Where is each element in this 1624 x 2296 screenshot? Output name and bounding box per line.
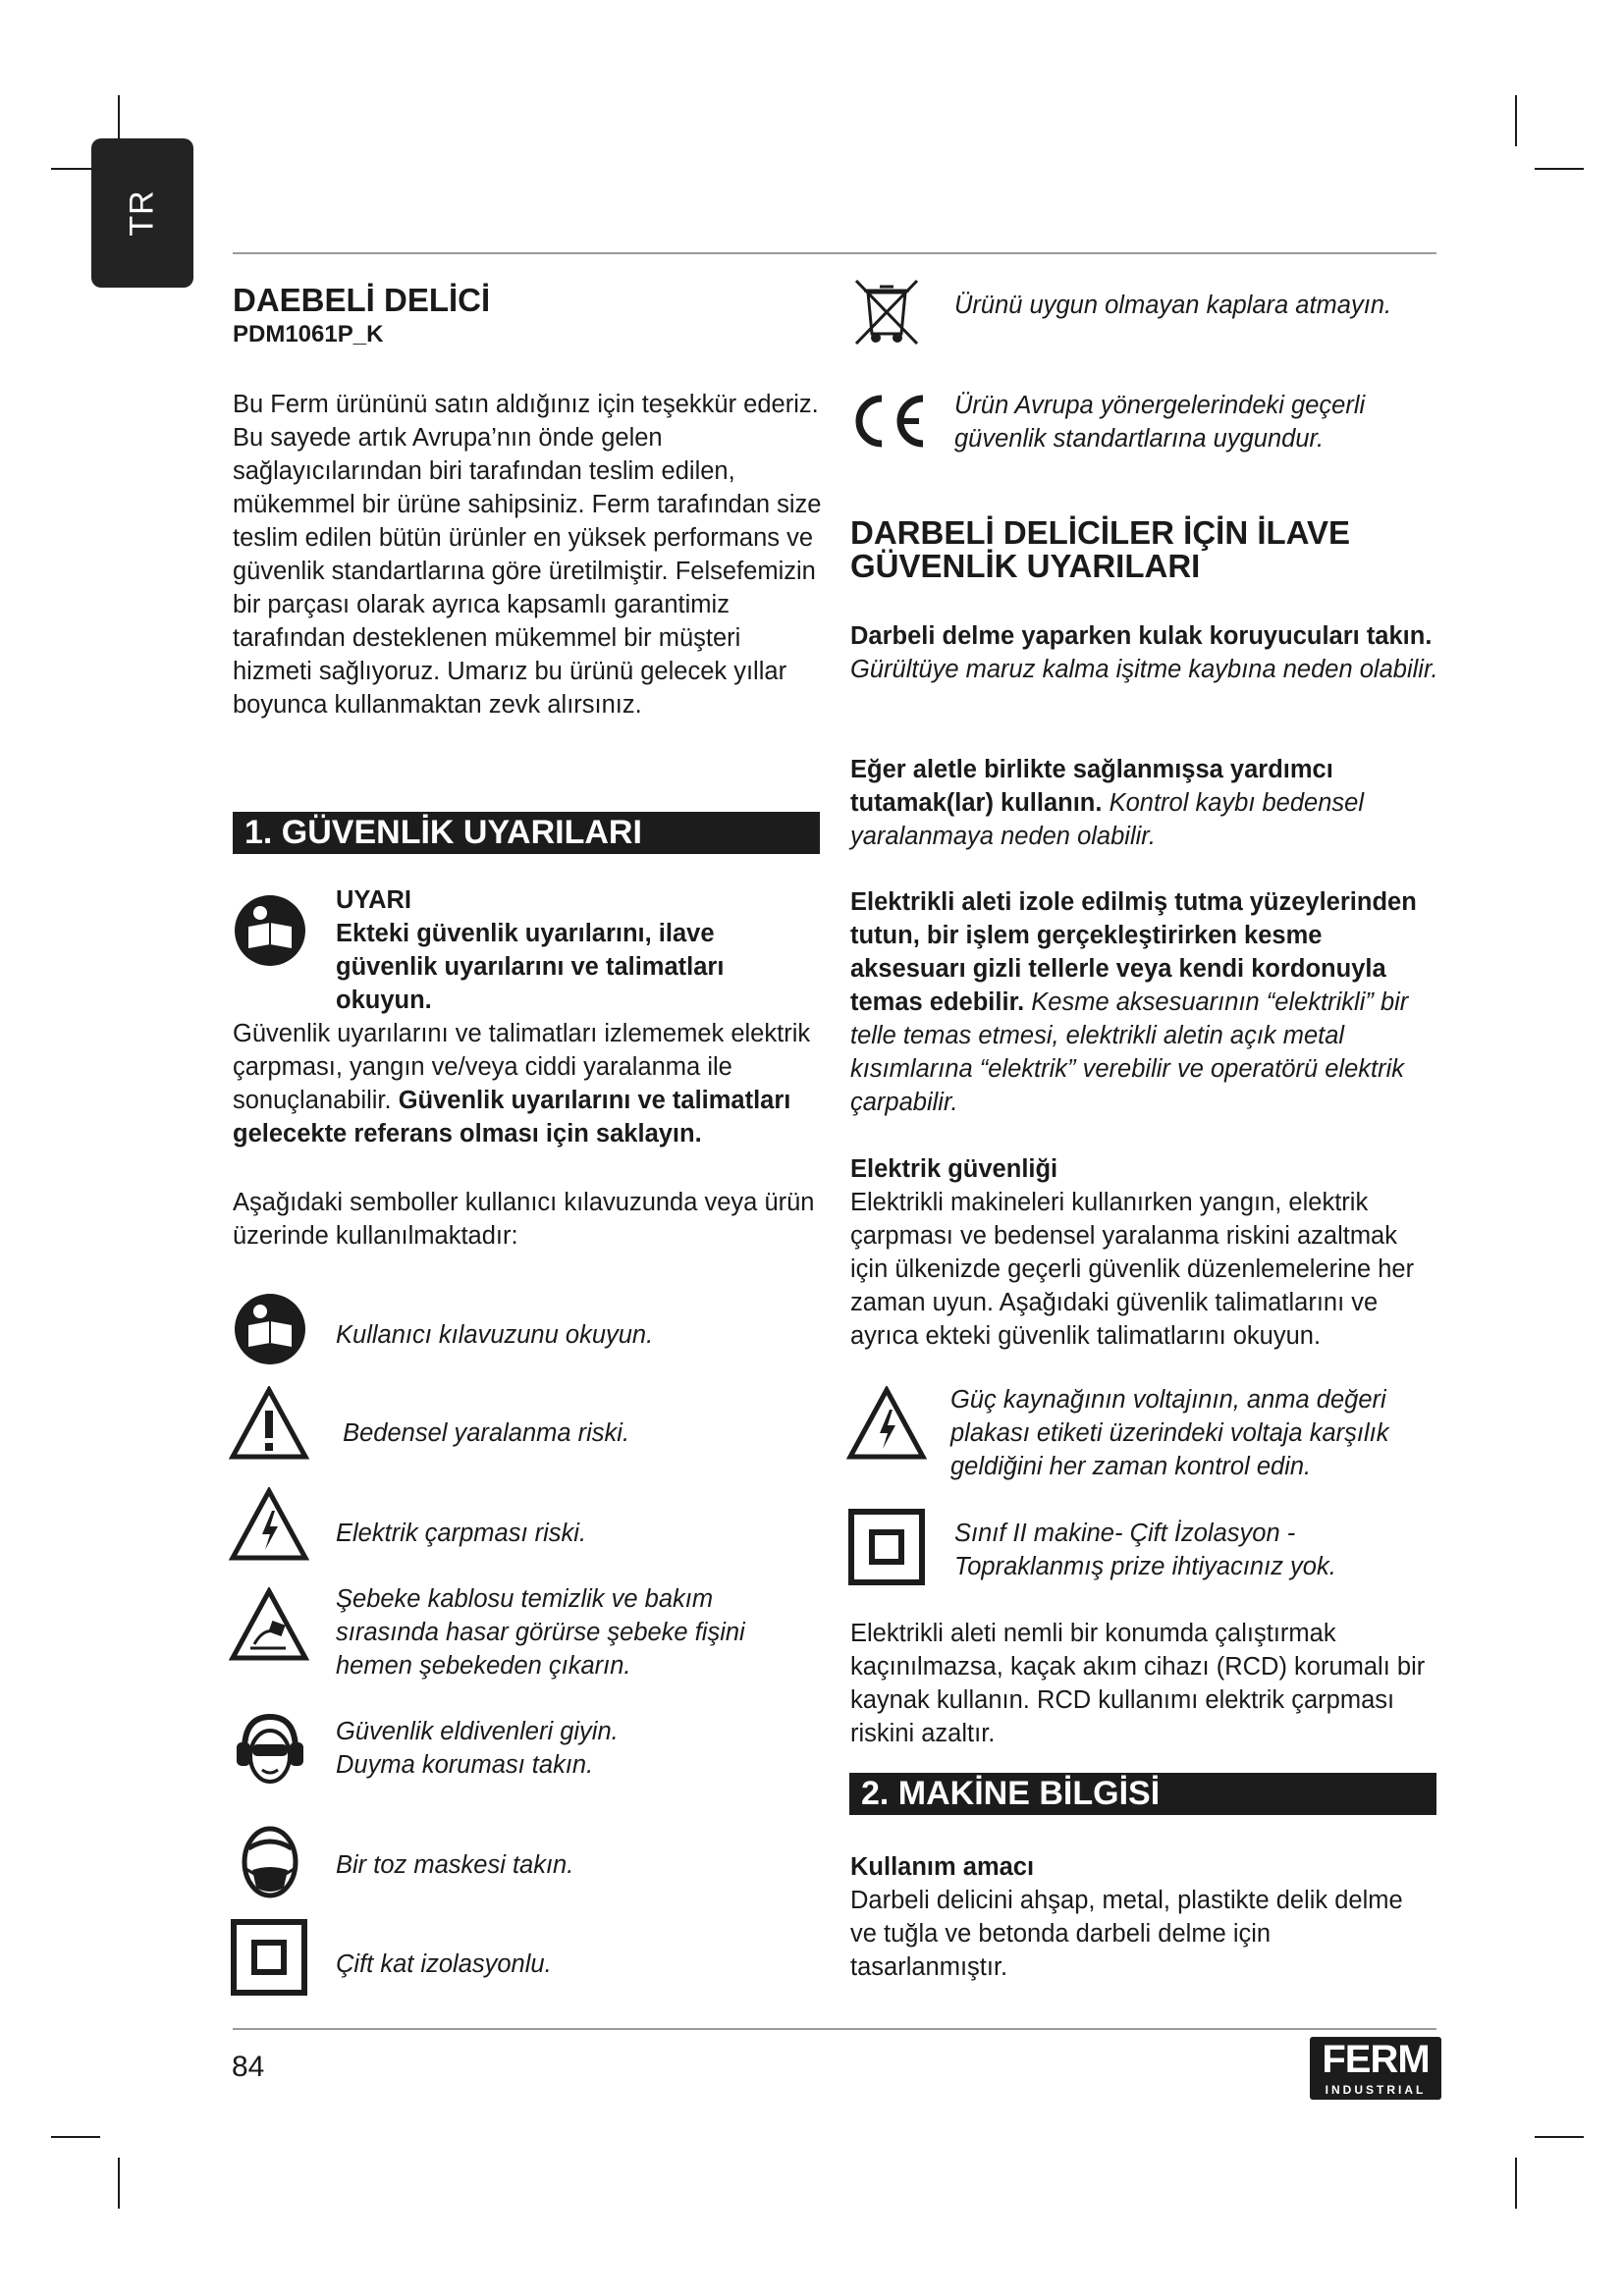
logo-main-text: FERM — [1322, 2038, 1430, 2081]
unplug-icon — [229, 1587, 309, 1662]
symbol-text-insulation: Çift kat izolasyonlu. — [336, 1950, 552, 1978]
warning-text — [233, 917, 822, 1017]
crop-mark — [1515, 95, 1517, 146]
section-1-heading: 1. GÜVENLİK UYARILARI — [233, 812, 820, 854]
top-divider — [233, 252, 1436, 254]
symbol-text-manual: Kullanıcı kılavuzunu okuyun. — [336, 1321, 654, 1349]
extra-warning-1 — [850, 619, 1439, 686]
symbol-text-ce: Ürün Avrupa yönergelerindeki geçerli güvenlik standartlarına uygundur. — [954, 392, 1366, 453]
warning-body — [233, 1017, 822, 1150]
ce-mark-icon — [848, 393, 927, 450]
symbol-text-shock: Elektrik çarpması riski. — [336, 1520, 587, 1547]
crop-mark — [1515, 2158, 1517, 2209]
logo-sub-text: INDUSTRIAL — [1325, 2083, 1427, 2097]
intro-paragraph: Bu Ferm ürününü satın aldığınız için teşekkür ederiz. Bu sayede artık Avrupa’nın önde gelen sağlayıcılarından biri tarafından teslim edilen, mükemmel bir ürüne sahipsiniz. Ferm tarafından size teslim edilen bütün ürünler en yüksek performans ve güvenlik standartlarına göre üretilmiştir. Felsefemizin bir parçası olarak ayrıca kapsamlı garantimiz tarafından desteklenen mükemmel bir müşteri hizmeti sağlıyoruz. Umarız bu ürünü gelecek yıllar boyunca kullanmaktan zevk alırsınız. — [233, 391, 822, 719]
double-insulation-icon — [231, 1919, 307, 1996]
extra-warning-1-italic: Gürültüye maruz kalma işitme kaybına neden olabilir. — [850, 656, 1438, 683]
symbols-intro: Aşağıdaki semboller kullanıcı kılavuzunda veya ürün üzerinde kullanılmaktadır: — [233, 1189, 815, 1250]
electrical-safety-title: Elektrik güvenliği — [850, 1155, 1058, 1183]
bottom-divider — [233, 2028, 1436, 2030]
extra-warning-2-bold: Eğer aletle birlikte sağlanmışsa yardımcı tutamak(lar) kullanın. — [850, 756, 1333, 817]
read-manual-icon — [231, 1290, 309, 1368]
protective-gear-icon — [231, 1711, 309, 1789]
extra-warning-3-italic: Kesme aksesuarının “elektrikli” bir telle temas etmesi, elektrikli aletin açık metal kısımlarına “elektrik” verebilir ve operatörü elektrik çarpabilir. — [850, 988, 1409, 1116]
extra-warning-1-bold: Darbeli delme yaparken kulak koruyucuları takın. — [850, 622, 1433, 650]
class2-note: Sınıf II makine- Çift İzolasyon - Topraklanmış prize ihtiyacınız yok. — [954, 1520, 1336, 1580]
warning-label: UYARI — [336, 886, 411, 914]
product-model: PDM1061P_K — [233, 321, 384, 347]
language-tab — [91, 138, 193, 288]
electric-shock-icon — [229, 1487, 309, 1562]
voltage-note: Güç kaynağının voltajının, anma değeri plakası etiketi üzerindeki voltaja karşılık geldiğini her zaman kontrol edin. — [950, 1386, 1389, 1480]
symbol-text-weee: Ürünü uygun olmayan kaplara atmayın. — [954, 292, 1392, 319]
intended-use-text: Darbeli delicini ahşap, metal, plastikte delik delme ve tuğla ve betonda darbeli delme için tasarlanmıştır. — [850, 1887, 1403, 1981]
weee-bin-icon — [850, 275, 923, 347]
rcd-paragraph: Elektrikli aleti nemli bir konumda çalıştırmak kaçınılmazsa, kaçak akım cihazı (RCD) korumalı bir kaynak kullanın. RCD kullanımı elektrik çarpması riskini azaltır. — [850, 1620, 1426, 1747]
symbol-text-mask: Bir toz maskesi takın. — [336, 1851, 574, 1879]
electrical-safety-text: Elektrikli makineleri kullanırken yangın, elektrik çarpması ve bedensel yaralanma riskini azaltmak için ülkenizde geçerli güvenlik düzenlemelerine her zaman uyun. Aşağıdaki güvenlik talimatlarını ve ayrıca ekteki güvenlik talimatlarını okuyun. — [850, 1189, 1415, 1350]
extra-warning-3 — [850, 885, 1439, 1119]
ferm-logo — [1310, 2037, 1441, 2100]
crop-mark — [118, 2158, 120, 2209]
warning-triangle-icon — [229, 1386, 309, 1461]
extra-warning-2 — [850, 753, 1410, 853]
crop-mark — [51, 2136, 100, 2138]
extra-warnings-title: DARBELİ DELİCİLER İÇİN İLAVE GÜVENLİK UYARILARI — [850, 514, 1351, 584]
warning-bold-1: Ekteki güvenlik uyarılarını, ilave güvenlik uyarılarını ve talimatları okuyun. — [336, 920, 725, 1014]
language-label: TR — [123, 189, 161, 237]
symbol-text-unplug: Şebeke kablosu temizlik ve bakım sırasında hasar görürse şebeke fişini hemen şebekeden çıkarın. — [336, 1585, 745, 1680]
dust-mask-icon — [231, 1821, 309, 1901]
symbol-text-gear: Güvenlik eldivenleri giyin. Duyma koruması takın. — [336, 1718, 619, 1779]
crop-mark — [1535, 2136, 1584, 2138]
electric-shock-icon — [846, 1386, 927, 1461]
page-number: 84 — [232, 2051, 265, 2083]
crop-mark — [1535, 168, 1584, 170]
intended-use-title: Kullanım amacı — [850, 1853, 1035, 1881]
extra-warning-3-bold: Elektrikli aleti izole edilmiş tutma yüzeylerinden tutun, bir işlem gerçekleştirirken kesme aksesuarı gizli tellerle veya kendi kordonuyla temas edebilir. — [850, 888, 1417, 1016]
extra-warning-2-italic: Kontrol kaybı bedensel yaralanmaya neden olabilir. — [850, 789, 1364, 850]
product-title: DAEBELİ DELİCİ — [233, 282, 491, 318]
warning-bold-2: Güvenlik uyarılarını ve talimatları gelecekte referans olması için saklayın. — [233, 1087, 791, 1148]
symbol-text-injury: Bedensel yaralanma riski. — [336, 1419, 630, 1447]
warning-normal: Güvenlik uyarılarını ve talimatları izlememek elektrik çarpması, yangın ve/veya ciddi yaralanma ile sonuçlanabilir. — [233, 1020, 811, 1114]
section-2-heading: 2. MAKİNE BİLGİSİ — [849, 1773, 1436, 1815]
double-insulation-icon — [848, 1509, 925, 1585]
